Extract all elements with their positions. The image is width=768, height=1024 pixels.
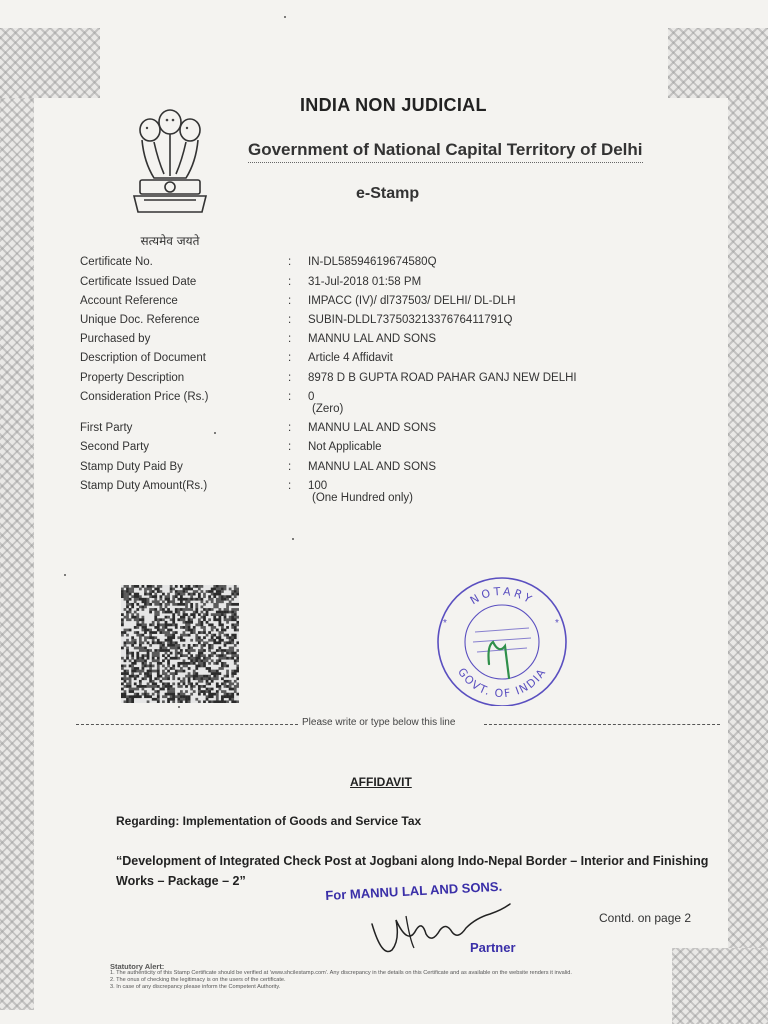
field-colon: : xyxy=(288,352,292,364)
field-issued-date xyxy=(80,276,640,292)
cut-line-text: Please write or type below this line xyxy=(302,717,456,728)
qr-code-icon xyxy=(121,585,239,703)
field-colon: : xyxy=(288,480,292,492)
affidavit-title: AFFIDAVIT xyxy=(350,775,412,789)
field-unique-doc-reference xyxy=(80,314,640,330)
statutory-alert-item: 2. The onus of checking the legitimacy is on the users of the certificate. xyxy=(110,977,286,983)
field-label: Description of Document xyxy=(80,352,206,364)
field-colon: : xyxy=(288,461,292,473)
continued-note: Contd. on page 2 xyxy=(599,911,692,925)
scan-speck xyxy=(214,432,216,434)
svg-text:*: * xyxy=(555,618,559,629)
field-colon: : xyxy=(288,441,292,453)
scan-speck xyxy=(178,706,180,708)
field-certificate-no xyxy=(80,256,640,272)
field-consideration-price xyxy=(80,391,640,415)
affidavit-description: “Development of Integrated Check Post at Jogbani along Indo-Nepal Border – Interior and Finishing Works – Package – 2” xyxy=(116,854,709,888)
field-second-party xyxy=(80,441,640,457)
field-purchased-by xyxy=(80,333,640,349)
field-label: Account Reference xyxy=(80,295,178,307)
field-label: Purchased by xyxy=(80,333,151,345)
statutory-alert-item: 1. The authenticity of this Stamp Certificate should be verified at 'www.shcilestamp.com'. Any discrepancy in the details on this Certificate and as available on the website renders it invalid. xyxy=(110,970,572,976)
ornamental-corner-top-right xyxy=(668,28,768,98)
field-label: First Party xyxy=(80,422,133,434)
ornamental-border-right xyxy=(728,30,768,1010)
field-value: MANNU LAL AND SONS xyxy=(308,461,437,473)
field-colon: : xyxy=(288,295,292,307)
ornamental-border-left xyxy=(0,30,34,1010)
field-colon: : xyxy=(288,333,292,345)
signatory-title: Partner xyxy=(470,940,516,955)
field-value: IMPACC (IV)/ dl737503/ DELHI/ DL-DLH xyxy=(308,295,516,307)
field-value: 8978 D B GUPTA ROAD PAHAR GANJ NEW DELHI xyxy=(308,372,577,384)
field-colon: : xyxy=(288,372,292,384)
affidavit-regarding: Regarding: Implementation of Goods and Service Tax xyxy=(116,814,422,828)
field-label: Stamp Duty Amount(Rs.) xyxy=(80,480,208,492)
field-value: SUBIN-DLDL73750321337676411791Q xyxy=(308,314,513,326)
field-colon: : xyxy=(288,314,292,326)
field-value: 100 xyxy=(308,480,328,492)
scan-speck xyxy=(284,16,286,18)
field-property-description xyxy=(80,372,640,388)
field-value: MANNU LAL AND SONS xyxy=(308,422,437,434)
cut-line-dash-left xyxy=(76,724,298,725)
field-value: 0 xyxy=(308,391,315,403)
document-type: e-Stamp xyxy=(356,185,420,202)
ornamental-corner-top-left xyxy=(0,28,100,98)
national-emblem-icon xyxy=(124,100,216,230)
field-colon: : xyxy=(288,422,292,434)
field-value-words: (One Hundred only) xyxy=(312,492,413,504)
field-colon: : xyxy=(288,256,292,268)
cut-line-dash-right xyxy=(484,724,720,725)
field-label: Certificate Issued Date xyxy=(80,276,197,288)
field-stamp-duty-amount xyxy=(80,480,640,504)
notary-stamp xyxy=(433,576,571,706)
field-value-words: (Zero) xyxy=(312,403,344,415)
field-value: IN-DL58594619674580Q xyxy=(308,256,437,268)
scan-speck xyxy=(64,574,66,576)
field-description-of-document xyxy=(80,352,640,368)
field-label: Unique Doc. Reference xyxy=(80,314,200,326)
ornamental-corner-bottom-right xyxy=(672,948,768,1024)
field-value: Article 4 Affidavit xyxy=(308,352,393,364)
field-value: Not Applicable xyxy=(308,441,382,453)
field-label: Property Description xyxy=(80,372,185,384)
field-stamp-duty-paid-by xyxy=(80,461,640,477)
field-value: 31-Jul-2018 01:58 PM xyxy=(308,276,422,288)
government-name: Government of National Capital Territory of Delhi xyxy=(248,140,643,163)
stamp-top-text: NOTARY xyxy=(467,584,537,608)
emblem-motto: सत्यमेव जयते xyxy=(140,234,200,248)
field-account-reference xyxy=(80,295,640,311)
field-label: Stamp Duty Paid By xyxy=(80,461,183,473)
field-first-party xyxy=(80,422,640,438)
company-seal-text: For MANNU LAL AND SONS. xyxy=(325,878,503,903)
field-colon: : xyxy=(288,276,292,288)
field-colon: : xyxy=(288,391,292,403)
statutory-alert-item: 3. In case of any discrepancy please inform the Competent Authority. xyxy=(110,984,281,990)
statutory-alert xyxy=(110,963,670,991)
svg-text:*: * xyxy=(443,618,447,629)
field-value: MANNU LAL AND SONS xyxy=(308,333,437,345)
field-label: Certificate No. xyxy=(80,256,153,268)
field-label: Second Party xyxy=(80,441,150,453)
stamp-bottom-text: GOVT. OF INDIA xyxy=(455,665,549,701)
field-label: Consideration Price (Rs.) xyxy=(80,391,209,403)
statutory-alert-title: Statutory Alert: xyxy=(110,962,165,971)
document-title: INDIA NON JUDICIAL xyxy=(300,95,487,115)
scan-speck xyxy=(292,538,294,540)
